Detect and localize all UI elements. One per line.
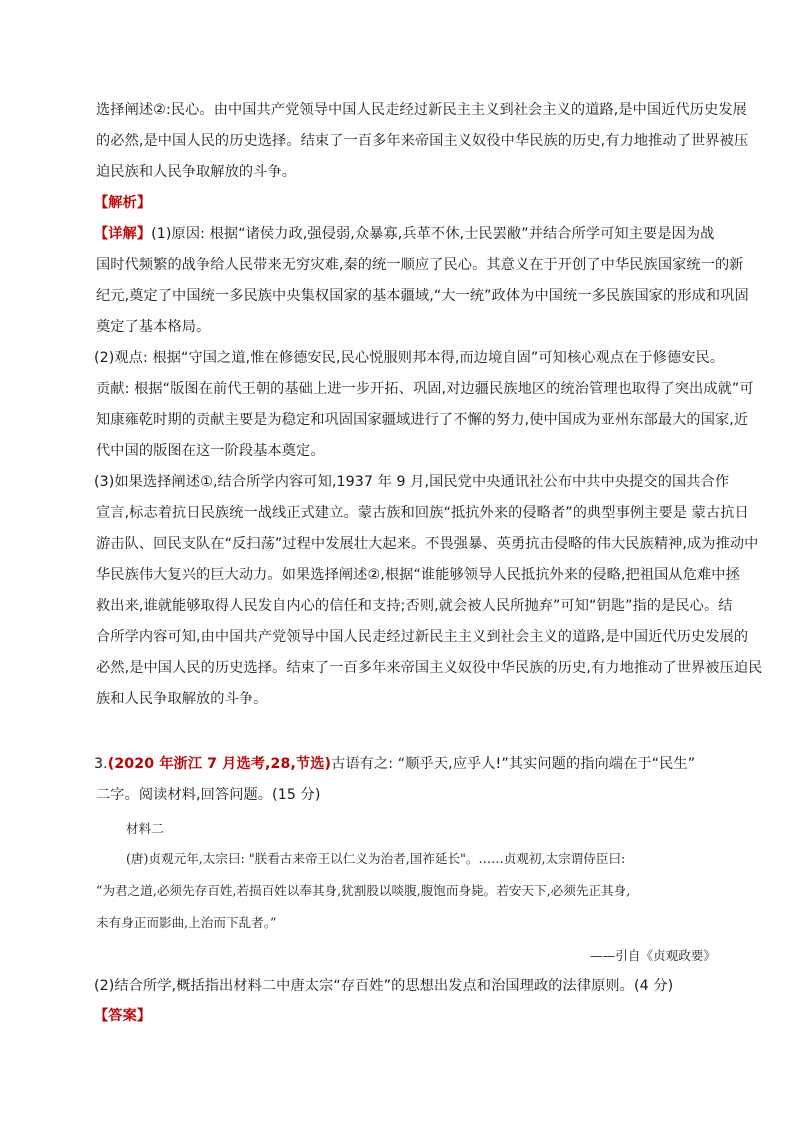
material-line: (唐)贞观元年,太宗曰: "朕看古来帝王以仁义为治者,国祚延长"。……贞观初,太宗谓侍臣曰:: [126, 851, 626, 866]
detail-line: 代中国的版图在这一阶段基本奠定。: [96, 443, 325, 459]
material-line: 未有身正而影曲,上治而下乱者。”: [96, 915, 277, 930]
detail-line: 宣言,标志着抗日民族统一战线正式建立。蒙古族和回族“抵抗外来的侵略者”的典型事例主要是 蒙古抗日: [96, 505, 749, 521]
detail-line: 知康雍乾时期的贡献主要是为稳定和巩固国家疆域进行了不懈的努力,使中国成为亚州东部最大的国家,近: [96, 412, 749, 428]
detail-line: [94, 224, 714, 244]
detail-line: 华民族伟大复兴的巨大动力。如果选择阐述②,根据“谁能够领导人民抵抗外来的侵略,把祖国从危难中拯: [96, 567, 740, 583]
detail-line: 游击队、回民支队在“反扫荡”过程中发展壮大起来。不畏强暴、英勇抗击侵略的伟大民族精神,成为推动中: [96, 536, 759, 552]
detail-label: 【详解】: [94, 226, 152, 242]
question-3-sub-2: (2)结合所学,概括指出材料二中唐太宗“存百姓”的思想出发点和治国理政的法律原则。(4 分): [94, 978, 674, 994]
detail-line: (3)如果选择阐述①,结合所学内容可知,1937 年 9 月,国民党中央通讯社公布中共中央提交的国共合作: [94, 474, 730, 490]
question-source: (2020 年浙江 7 月选考,28,节选): [107, 756, 332, 772]
detail-line: 合所学内容可知,由中国共产党领导中国人民走经过新民主主义到社会主义的道路,是中国近代历史发展的: [96, 629, 749, 645]
detail-line: (2)观点: 根据“守国之道,惟在修德安民,民心悦服则邦本得,而边境自固”可知核心观点在于修德安民。: [94, 350, 725, 366]
answer-text-line: 的必然,是中国人民的历史选择。结束了一百多年来帝国主义奴役中华民族的历史,有力地推动了世界被压: [96, 133, 749, 149]
question-stem-text: 古语有之: “顺乎天,应乎人!”其实问题的指向端在于“民生”: [331, 756, 696, 772]
question-number: 3.: [94, 756, 108, 772]
detail-line: 纪元,奠定了中国统一多民族中央集权国家的基本疆域,“大一统”政体为中国统一多民族国家的形成和巩固: [96, 288, 749, 304]
material-source: ——引自《贞观政要》: [590, 948, 716, 963]
answer-heading: 【答案】: [94, 1008, 152, 1024]
detail-line: 贡献: 根据“版图在前代王朝的基础上进一步开拓、巩固,对边疆民族地区的统治管理也取得了突出成就”可: [96, 381, 754, 397]
detail-line: 族和人民争取解放的斗争。: [96, 691, 268, 707]
question-3-stem-line2: 二字。阅读材料,回答问题。(15 分): [96, 787, 321, 803]
answer-text-line: 迫民族和人民争取解放的斗争。: [96, 164, 297, 180]
detail-line: 奠定了基本格局。: [96, 319, 211, 335]
detail-line: 必然,是中国人民的历史选择。结束了一百多年来帝国主义奴役中华民族的历史,有力地推动了世界被压迫民: [96, 660, 763, 676]
material-label: 材料二: [126, 821, 164, 836]
material-line: “为君之道,必须先存百姓,若损百姓以奉其身,犹割股以啖腹,腹饱而身毙。若安天下,必须先正其身,: [96, 883, 631, 898]
detail-line: 国时代频繁的战争给人民带来无穷灾难,秦的统一顺应了民心。其意义在于开创了中华民族国家统一的新: [96, 257, 744, 273]
answer-text-line: 选择阐述②:民心。由中国共产党领导中国人民走经过新民主主义到社会主义的道路,是中国近代历史发展: [96, 102, 747, 118]
detail-line: 救出来,谁就能够取得人民发自内心的信任和支持;否则,就会被人民所抛弃”可知“钥匙”指的是民心。结: [96, 598, 733, 614]
question-3-stem: [94, 754, 695, 774]
analysis-heading: 【解析】: [94, 195, 152, 211]
detail-line-text: (1)原因: 根据“诸侯力政,强侵弱,众暴寡,兵革不休,士民罢敝”并结合所学可知主要是因为战: [151, 226, 715, 242]
